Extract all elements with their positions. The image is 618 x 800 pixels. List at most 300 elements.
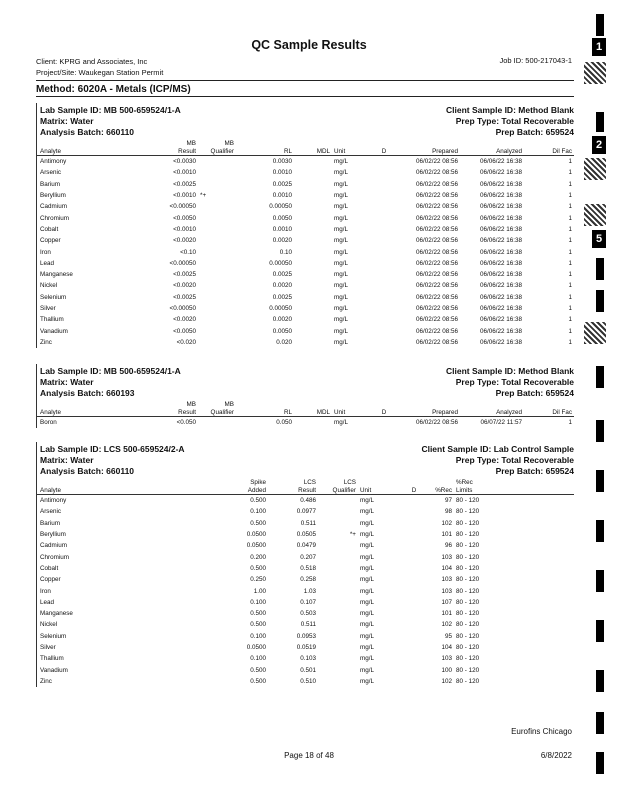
column-header-top [524,139,574,147]
value-cell: *+ [349,531,356,539]
value-cell [198,280,236,291]
value-cell [404,642,424,653]
value-cell: 06/02/22 08:56 [415,305,458,312]
analyte-cell: Zinc [40,677,52,685]
column-header [514,486,574,495]
column-header: Qualifier [198,408,236,417]
column-header: RL [236,408,294,417]
column-header: MDL [294,147,332,156]
value-cell: <0.00050 [169,203,196,211]
value-cell [404,619,424,630]
column-header-top [524,400,574,408]
column-header: Qualifier [198,147,236,156]
table-row [36,201,574,212]
value-cell: 101 [441,531,452,539]
value-cell: 80 - 120 [456,542,480,550]
margin-mark [596,470,604,492]
value-cell: 103 [441,655,452,663]
section-header [36,364,574,400]
value-cell: 80 - 120 [456,497,480,505]
value-cell: 0.207 [300,553,316,561]
margin-mark [596,258,604,280]
job-id: Job ID: 500-217043-1 [499,56,572,65]
column-header-top: MB [224,400,234,408]
value-cell: 0.020 [276,338,292,346]
value-cell [404,551,424,562]
client-sample-id: Client Sample ID: Method Blank [446,105,574,115]
margin-mark [596,14,604,36]
table-row [36,495,574,507]
margin-tab-number: 2 [592,136,606,154]
value-cell: 0.00050 [269,259,292,267]
value-cell [318,495,358,507]
column-header-top [460,400,524,408]
table-row [36,676,574,687]
value-cell: <0.0020 [173,282,196,290]
value-cell: 1 [568,316,572,324]
analyte-cell: Zinc [40,338,52,346]
qr-code-icon [584,322,606,344]
value-cell: mg/L [360,519,374,527]
column-header-top [36,478,206,486]
value-cell [514,506,574,517]
value-cell: 104 [441,644,452,651]
table-row [36,619,574,630]
column-header: Analyzed [460,408,524,417]
value-cell: 1.03 [303,587,316,595]
analyte-cell: Chromium [40,214,70,222]
section-left-rule [36,103,37,348]
client-sample-id: Client Sample ID: Method Blank [446,366,574,376]
value-cell: 98 [444,508,452,516]
matrix: Matrix: Water [40,455,94,465]
value-cell [404,585,424,596]
qr-code-icon [584,62,606,84]
column-header-top [372,139,396,147]
value-cell: 0.500 [250,677,266,685]
value-cell [318,642,358,653]
prep-batch: Prep Batch: 659524 [495,127,574,137]
column-header-top: MB [186,400,196,408]
value-cell: 0.10 [279,248,292,256]
value-cell: 1 [568,293,572,301]
analyte-cell: Cadmium [40,203,67,211]
value-cell: 06/02/22 08:56 [415,248,458,256]
value-cell: 80 - 120 [456,677,480,685]
value-cell: 06/06/22 16:38 [479,180,522,188]
table-row [36,292,574,303]
value-cell: mg/L [334,271,348,279]
column-header-top [424,478,454,486]
value-cell: 102 [441,677,452,685]
analyte-cell: Lead [40,259,55,267]
value-cell [372,190,396,201]
value-cell: 0.0519 [296,644,316,651]
value-cell [318,563,358,574]
value-cell: 95 [444,632,452,640]
value-cell [372,224,396,235]
value-cell: 0.0025 [272,271,292,279]
value-cell [294,224,332,235]
value-cell [404,540,424,551]
column-header-top: %Rec [456,478,473,486]
section-header [36,103,574,139]
value-cell: <0.020 [176,338,196,346]
value-cell: 1 [568,192,572,200]
table-row [36,258,574,269]
column-header-top [236,139,294,147]
table-row [36,642,574,653]
value-cell: 80 - 120 [456,632,480,640]
value-cell: 80 - 120 [456,531,480,539]
value-cell [294,280,332,291]
value-cell: mg/L [360,531,374,539]
value-cell: <0.0030 [173,158,196,166]
value-cell: <0.050 [176,419,196,427]
value-cell: 80 - 120 [456,666,480,674]
analyte-cell: Beryllium [40,531,66,539]
value-cell: 06/02/22 08:56 [415,293,458,301]
value-cell: 102 [441,621,452,629]
value-cell: 06/06/22 16:38 [479,293,522,301]
value-cell: mg/L [334,248,348,256]
table-row [36,518,574,529]
value-cell: 06/06/22 16:38 [479,237,522,245]
value-cell [404,574,424,585]
column-header-top [236,400,294,408]
value-cell [318,664,358,675]
column-header: Unit [332,408,372,417]
margin-mark [596,366,604,388]
value-cell [372,325,396,336]
column-header-top [294,139,332,147]
value-cell: 0.0500 [246,542,266,550]
value-cell: 1 [568,419,572,427]
value-cell: 0.250 [250,576,266,584]
value-cell: mg/L [360,644,374,651]
analyte-cell: Cadmium [40,542,67,550]
value-cell: 103 [441,576,452,584]
value-cell: 0.100 [250,655,266,663]
value-cell: mg/L [360,666,374,674]
value-cell: 06/02/22 08:56 [415,214,458,222]
value-cell [372,156,396,168]
column-header-top [36,400,136,408]
column-header: Analyzed [460,147,524,156]
value-cell [514,608,574,619]
value-cell [318,551,358,562]
analysis-batch: Analysis Batch: 660110 [40,466,135,476]
value-cell: 06/06/22 16:38 [479,305,522,312]
value-cell [372,167,396,178]
table-row [36,540,574,551]
analyte-cell: Antimony [40,158,67,166]
value-cell [404,597,424,608]
table-row [36,280,574,291]
column-header-top [332,400,372,408]
column-header: MDL [294,408,332,417]
report-date: 6/8/2022 [540,751,572,760]
value-cell: 1 [568,158,572,166]
value-cell [404,529,424,540]
value-cell [294,190,332,201]
value-cell: 0.0977 [296,508,316,516]
value-cell: 0.0030 [272,158,292,166]
column-header: Unit [332,147,372,156]
value-cell: 06/02/22 08:56 [415,338,458,346]
qr-code-icon [584,204,606,226]
table-row [36,269,574,280]
column-header-top: LCS [343,478,356,486]
value-cell [372,292,396,303]
column-header: Prepared [396,147,460,156]
value-cell: 1.00 [253,587,266,595]
value-cell [372,179,396,190]
analyte-cell: Iron [40,248,51,256]
value-cell [198,337,236,348]
value-cell [294,269,332,280]
value-cell: 0.511 [300,519,316,527]
value-cell: 0.00050 [269,203,292,211]
analyte-cell: Vanadium [40,327,68,335]
value-cell: 0.500 [250,564,266,572]
analyte-cell: Nickel [40,282,58,290]
analyte-cell: Iron [40,587,51,595]
value-cell [318,506,358,517]
analyte-cell: Copper [40,576,61,584]
column-header-top: MB [224,139,234,147]
value-cell: 06/02/22 08:56 [415,225,458,233]
value-cell: 0.511 [300,621,316,629]
value-cell: mg/L [334,259,348,267]
value-cell [294,417,332,429]
value-cell: 06/02/22 08:56 [415,316,458,324]
value-cell: 06/02/22 08:56 [415,271,458,279]
value-cell: 0.486 [300,497,316,505]
table-row [36,506,574,517]
value-cell [294,167,332,178]
value-cell [294,325,332,336]
margin-mark [596,670,604,692]
value-cell: 06/02/22 08:56 [415,169,458,177]
method-divider [36,96,574,97]
column-header-top [460,139,524,147]
value-cell [318,619,358,630]
value-cell: 0.0020 [272,237,292,245]
analyte-cell: Selenium [40,632,67,640]
prep-type: Prep Type: Total Recoverable [455,116,574,126]
value-cell [294,303,332,314]
value-cell [318,597,358,608]
value-cell [318,585,358,596]
value-cell [294,246,332,257]
value-cell [294,156,332,168]
value-cell: 103 [441,553,452,561]
value-cell [294,292,332,303]
value-cell: <0.0025 [173,271,196,279]
value-cell: 06/02/22 08:56 [415,203,458,211]
value-cell: mg/L [334,327,348,335]
value-cell: mg/L [334,305,348,312]
table-row [36,246,574,257]
value-cell: 06/06/22 16:38 [479,282,522,290]
value-cell: 06/02/22 08:56 [415,158,458,166]
column-header-top [514,478,574,486]
value-cell: <0.00050 [169,259,196,267]
margin-mark [596,712,604,734]
column-header: D [404,486,424,495]
column-header: Result [136,147,198,156]
value-cell: 1 [568,259,572,267]
value-cell [404,676,424,687]
matrix: Matrix: Water [40,116,94,126]
column-header: %Rec [424,486,454,495]
value-cell: 0.0050 [272,327,292,335]
value-cell [514,518,574,529]
table-row [36,574,574,585]
analysis-batch: Analysis Batch: 660193 [40,388,135,398]
value-cell: 1 [568,237,572,245]
column-header-top: Spike [250,478,266,486]
value-cell: mg/L [334,282,348,290]
lab-sample-id: Lab Sample ID: LCS 500-659524/2-A [40,444,185,454]
qc-section-mb-660193 [36,364,574,428]
analyte-cell: Thallium [40,655,64,663]
column-header: Added [206,486,268,495]
value-cell: 102 [441,519,452,527]
value-cell: 06/06/22 16:38 [479,169,522,177]
value-cell: <0.0010 [173,169,196,177]
analyte-cell: Arsenic [40,508,61,516]
column-header: Prepared [396,408,460,417]
value-cell [372,280,396,291]
column-header: Analyte [36,147,136,156]
value-cell [404,608,424,619]
value-cell [318,631,358,642]
value-cell [514,529,574,540]
matrix: Matrix: Water [40,377,94,387]
value-cell: 0.0010 [272,169,292,177]
margin-mark [596,290,604,312]
value-cell: 06/02/22 08:56 [415,180,458,188]
value-cell [198,201,236,212]
value-cell [372,258,396,269]
value-cell [198,167,236,178]
value-cell: 80 - 120 [456,655,480,663]
analyte-cell: Cobalt [40,225,59,233]
analyte-cell: Chromium [40,553,70,561]
value-cell [294,179,332,190]
value-cell: mg/L [334,419,348,427]
table-row [36,325,574,336]
client-name: Client: KPRG and Associates, Inc [36,57,148,66]
margin-tab-number: 1 [592,38,606,56]
value-cell: 0.500 [250,621,266,629]
table-row [36,585,574,596]
value-cell [372,269,396,280]
lab-sample-id: Lab Sample ID: MB 500-659524/1-A [40,105,181,115]
value-cell: mg/L [334,203,348,211]
value-cell: 0.0953 [296,632,316,640]
value-cell: 80 - 120 [456,621,480,629]
value-cell: mg/L [360,587,374,595]
column-header-top [396,400,460,408]
column-header: Dil Fac [524,147,574,156]
value-cell: mg/L [334,225,348,233]
value-cell: 0.0479 [296,542,316,550]
analyte-cell: Silver [40,305,56,312]
value-cell: 0.0505 [296,531,316,539]
value-cell: 0.0500 [246,531,266,539]
value-cell: <0.00050 [169,305,196,312]
results-table [36,400,574,428]
value-cell: 104 [441,564,452,572]
value-cell: 06/07/22 11:57 [480,419,522,427]
value-cell [514,597,574,608]
table-row [36,179,574,190]
value-cell: 103 [441,587,452,595]
table-row [36,664,574,675]
value-cell [294,212,332,223]
column-header: D [372,147,396,156]
value-cell: mg/L [360,564,374,572]
value-cell: mg/L [334,293,348,301]
value-cell: 97 [444,497,452,505]
column-header: Limits [454,486,514,495]
value-cell: 0.500 [250,497,266,505]
value-cell: mg/L [334,158,348,166]
value-cell: 06/06/22 16:38 [479,259,522,267]
analyte-cell: Selenium [40,293,67,301]
value-cell [372,246,396,257]
value-cell: 80 - 120 [456,576,480,584]
table-row [36,529,574,540]
header-divider [36,80,574,81]
analyte-cell: Barium [40,180,60,188]
value-cell: 0.0010 [272,225,292,233]
value-cell [318,574,358,585]
value-cell: 06/02/22 08:56 [415,327,458,335]
prep-type: Prep Type: Total Recoverable [455,377,574,387]
value-cell [514,585,574,596]
value-cell: 0.0020 [272,316,292,324]
value-cell: 1 [568,203,572,211]
analyte-cell: Silver [40,644,56,651]
column-header-top [36,139,136,147]
value-cell: 1 [568,338,572,346]
value-cell [514,653,574,664]
page-title: QC Sample Results [251,38,367,52]
analyte-cell: Cobalt [40,564,59,572]
value-cell: 80 - 120 [456,587,480,595]
value-cell [372,235,396,246]
value-cell: <0.0050 [173,214,196,222]
value-cell: 1 [568,169,572,177]
analysis-batch: Analysis Batch: 660110 [40,127,135,137]
value-cell: *+ [200,192,207,200]
client-sample-id: Client Sample ID: Lab Control Sample [421,444,574,454]
value-cell: 06/06/22 16:38 [479,271,522,279]
value-cell [372,201,396,212]
value-cell [514,676,574,687]
margin-mark [596,420,604,442]
analyte-cell: Manganese [40,610,73,618]
value-cell [198,325,236,336]
value-cell: 06/06/22 16:38 [479,203,522,211]
value-cell: 06/06/22 16:38 [479,192,522,200]
value-cell [318,676,358,687]
margin-mark [596,570,604,592]
